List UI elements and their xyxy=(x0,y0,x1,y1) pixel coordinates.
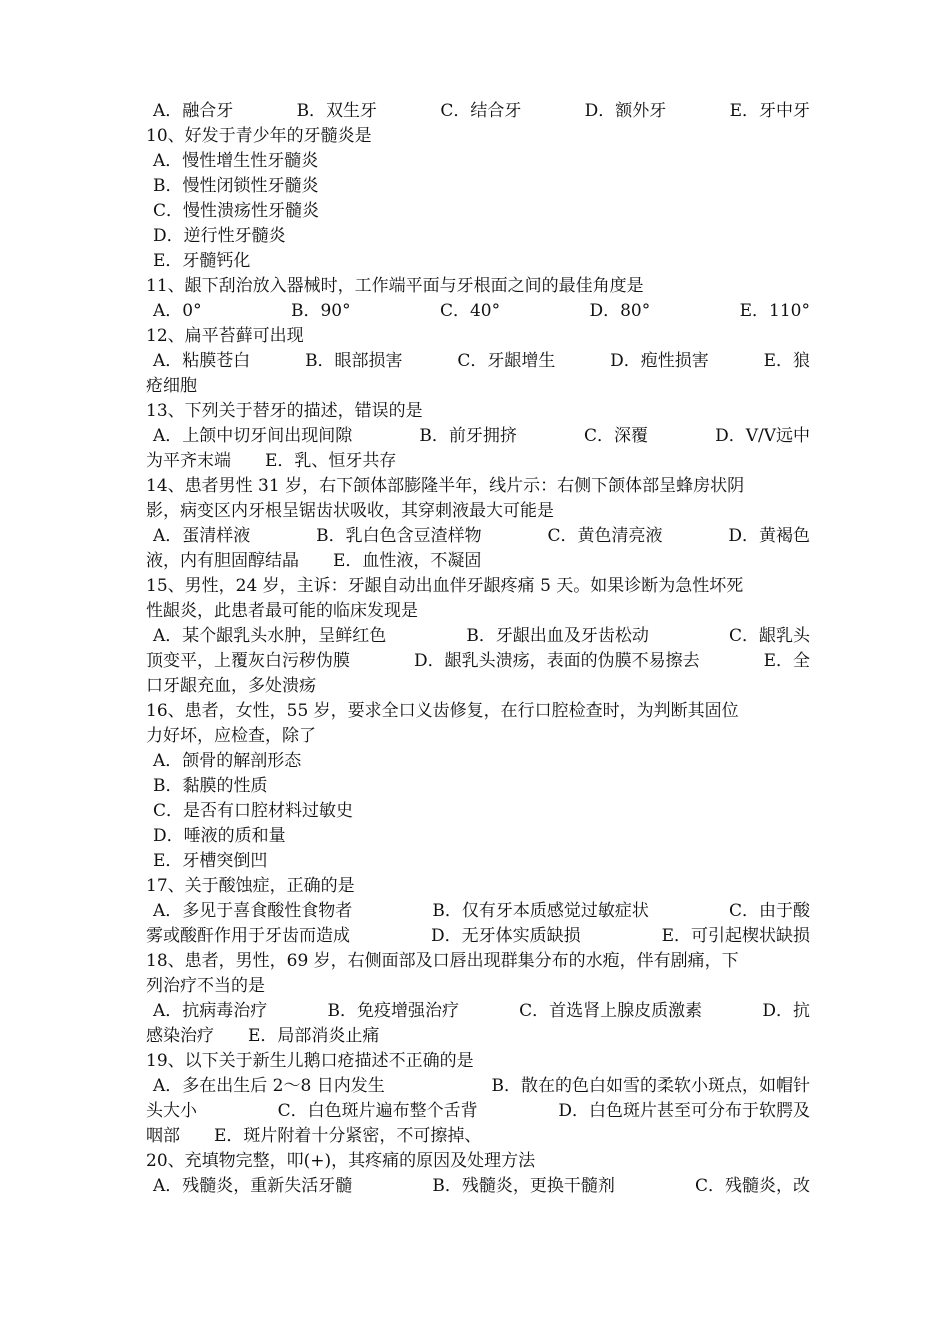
exam-question-text xyxy=(146,99,810,1199)
option-line xyxy=(146,899,810,924)
option-line xyxy=(146,1174,810,1199)
option-text: E．狼 xyxy=(763,351,810,371)
option-line xyxy=(146,349,810,374)
option-text: B．双生牙 xyxy=(296,101,378,121)
option-line xyxy=(146,649,810,674)
option-text: D．80° xyxy=(589,301,651,321)
text-line: E．牙髓钙化 xyxy=(153,251,251,271)
option-text: C．牙龈增生 xyxy=(457,351,556,371)
option-text: E．牙中牙 xyxy=(729,101,810,121)
option-text: B．乳白色含豆渣样物 xyxy=(316,526,482,546)
question-line: 15、男性，24 岁，主诉：牙龈自动出血伴牙龈疼痛 5 天。如果诊断为急性坏死 xyxy=(146,576,744,596)
option-line xyxy=(146,524,810,549)
question-line: 19、以下关于新生儿鹅口疮描述不正确的是 xyxy=(146,1051,474,1071)
option-text: B．牙龈出血及牙齿松动 xyxy=(466,626,649,646)
question-line: 11、龈下刮治放入器械时，工作端平面与牙根面之间的最佳角度是 xyxy=(146,276,644,296)
option-text: C．黄色清亮液 xyxy=(547,526,663,546)
option-text: A．蛋清样液 xyxy=(153,526,251,546)
text-line: D．唾液的质和量 xyxy=(153,826,286,846)
option-text: B．眼部损害 xyxy=(305,351,403,371)
option-line xyxy=(146,99,810,124)
option-text: D．白色斑片甚至可分布于软腭及 xyxy=(558,1101,810,1121)
text-line: B．慢性闭锁性牙髓炎 xyxy=(153,176,319,196)
option-text: 雾或酸酐作用于牙齿而造成 xyxy=(146,926,350,946)
option-text: B．散在的色白如雪的柔软小斑点，如帽针 xyxy=(491,1076,810,1096)
question-line: 14、患者男性 31 岁，右下颌体部膨隆半年，线片示：右侧下颌体部呈蜂房状阴 xyxy=(146,476,745,496)
text-line: 咽部 E．斑片附着十分紧密，不可擦掉、 xyxy=(146,1126,482,1146)
option-text: A．多见于喜食酸性食物者 xyxy=(153,901,353,921)
question-line: 13、下列关于替牙的描述，错误的是 xyxy=(146,401,423,421)
option-text: C．龈乳头 xyxy=(728,626,810,646)
option-text: C．结合牙 xyxy=(440,101,522,121)
option-text: B．仅有牙本质感觉过敏症状 xyxy=(432,901,649,921)
option-text: C．由于酸 xyxy=(728,901,810,921)
option-text: A．0° xyxy=(153,301,202,321)
text-line: 列治疗不当的是 xyxy=(146,976,265,996)
option-text: D．无牙体实质缺损 xyxy=(430,926,581,946)
option-text: 头大小 xyxy=(146,1101,197,1121)
text-line: A．慢性增生性牙髓炎 xyxy=(153,151,319,171)
text-line: 为平齐末端 E．乳、恒牙共存 xyxy=(146,451,397,471)
text-line: B．黏膜的性质 xyxy=(153,776,268,796)
text-line: 影，病变区内牙根呈锯齿状吸收，其穿刺液最大可能是 xyxy=(146,501,554,521)
option-text: A．抗病毒治疗 xyxy=(153,1001,268,1021)
text-line: 力好坏，应检查，除了 xyxy=(146,726,316,746)
option-text: D．Ⅴ/Ⅴ远中 xyxy=(715,426,810,446)
option-text: D．疱性损害 xyxy=(610,351,709,371)
option-text: B．免疫增强治疗 xyxy=(327,1001,459,1021)
question-line: 12、扁平苔藓可出现 xyxy=(146,326,304,346)
text-line: 性龈炎，此患者最可能的临床发现是 xyxy=(146,601,418,621)
option-text: D．黄褐色 xyxy=(728,526,810,546)
option-text: B．残髓炎，更换干髓剂 xyxy=(432,1176,615,1196)
option-line xyxy=(146,924,810,949)
question-line: 17、关于酸蚀症，正确的是 xyxy=(146,876,355,896)
option-text: C．白色斑片遍布整个舌背 xyxy=(277,1101,478,1121)
option-text: A．残髓炎，重新失活牙髓 xyxy=(153,1176,353,1196)
text-line: C．是否有口腔材料过敏史 xyxy=(153,801,354,821)
text-line: 口牙龈充血，多处溃疡 xyxy=(146,676,316,696)
option-text: A．多在出生后 2～8 日内发生 xyxy=(153,1076,385,1096)
option-text: E．全 xyxy=(763,651,810,671)
option-text: E．110° xyxy=(739,301,810,321)
text-line: 液，内有胆固醇结晶 E．血性液，不凝固 xyxy=(146,551,482,571)
question-line: 18、患者，男性，69 岁，右侧面部及口唇出现群集分布的水疱，伴有剧痛，下 xyxy=(146,951,739,971)
option-text: 顶变平，上覆灰白污秽伪膜 xyxy=(146,651,350,671)
option-text: A．粘膜苍白 xyxy=(153,351,251,371)
option-text: A．某个龈乳头水肿，呈鲜红色 xyxy=(153,626,387,646)
option-text: B．90° xyxy=(290,301,351,321)
text-line: C．慢性溃疡性牙髓炎 xyxy=(153,201,320,221)
option-text: D．额外牙 xyxy=(584,101,667,121)
question-line: 10、好发于青少年的牙髓炎是 xyxy=(146,126,372,146)
question-line: 20、充填物完整，叩(+)，其疼痛的原因及处理方法 xyxy=(146,1151,536,1171)
option-line xyxy=(146,1099,810,1124)
option-line xyxy=(146,299,810,324)
option-text: D．龈乳头溃疡，表面的伪膜不易擦去 xyxy=(413,651,700,671)
text-line: A．颌骨的解剖形态 xyxy=(153,751,302,771)
option-text: A．上颌中切牙间出现间隙 xyxy=(153,426,353,446)
text-line: D．逆行性牙髓炎 xyxy=(153,226,286,246)
option-line xyxy=(146,424,810,449)
option-text: C．40° xyxy=(439,301,501,321)
option-text: C．首选肾上腺皮质激素 xyxy=(519,1001,703,1021)
option-line xyxy=(146,999,810,1024)
option-text: C．残髓炎，改 xyxy=(694,1176,810,1196)
option-line xyxy=(146,624,810,649)
option-text: A．融合牙 xyxy=(153,101,234,121)
option-text: C．深覆 xyxy=(583,426,648,446)
option-line xyxy=(146,1074,810,1099)
text-line: 疮细胞 xyxy=(146,376,197,396)
option-text: B．前牙拥挤 xyxy=(419,426,517,446)
question-line: 16、患者，女性，55 岁，要求全口义齿修复，在行口腔检查时，为判断其固位 xyxy=(146,701,739,721)
option-text: D．抗 xyxy=(762,1001,810,1021)
option-text: E．可引起楔状缺损 xyxy=(661,926,810,946)
text-line: 感染治疗 E．局部消炎止痛 xyxy=(146,1026,380,1046)
text-line: E．牙槽突倒凹 xyxy=(153,851,268,871)
